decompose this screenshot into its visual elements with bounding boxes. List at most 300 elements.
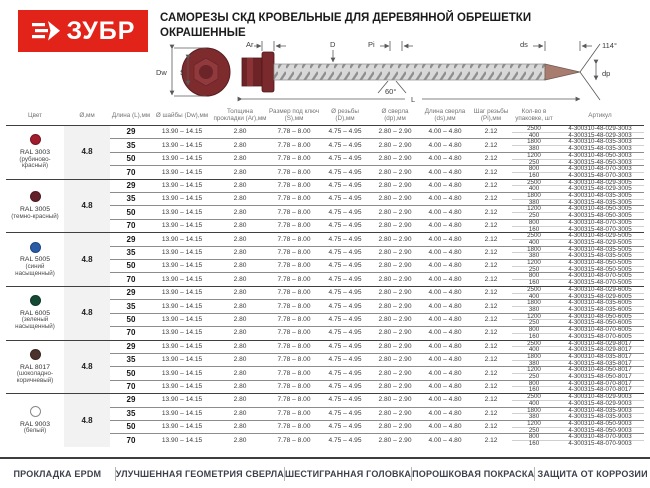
- spec-value-cell: 4.00 – 4.80: [420, 179, 470, 192]
- spec-value-cell: 4.75 – 4.95: [320, 367, 370, 380]
- spec-value-cell: 2.12: [470, 286, 512, 299]
- table-row: [6, 394, 644, 401]
- spec-value-cell: 2.80 – 2.90: [370, 394, 420, 407]
- pack-qty-cell: 1200: [512, 420, 556, 427]
- spec-value-cell: 2.12: [470, 327, 512, 340]
- spec-value-cell: 7.78 – 8.00: [268, 327, 320, 340]
- spec-value-cell: 2.80: [212, 380, 268, 393]
- spec-value-cell: 7.78 – 8.00: [268, 233, 320, 246]
- sku-cell: 4-300310-48-029-5005: [556, 233, 644, 240]
- spec-value-cell: 7.78 – 8.00: [268, 193, 320, 206]
- pack-qty-cell: 800: [512, 166, 556, 173]
- sku-cell: 4-300315-48-050-9003: [556, 427, 644, 434]
- color-dot-icon: [30, 242, 41, 253]
- pack-qty-cell: 1200: [512, 260, 556, 267]
- spec-value-cell: 7.78 – 8.00: [268, 353, 320, 366]
- spec-value-cell: 4.75 – 4.95: [320, 206, 370, 219]
- spec-value-cell: 13.90 – 14.15: [152, 313, 212, 326]
- sku-cell: 4-300315-48-070-9003: [556, 441, 644, 447]
- pack-qty-cell: 1800: [512, 353, 556, 360]
- sku-cell: 4-300315-48-050-6005: [556, 320, 644, 327]
- spec-value-cell: 4.75 – 4.95: [320, 166, 370, 179]
- color-name: (белый): [23, 427, 47, 435]
- color-name: (темно-красный): [11, 212, 59, 220]
- ral-code: RAL 8017: [20, 363, 50, 371]
- spec-value-cell: 13.90 – 14.15: [152, 367, 212, 380]
- sku-cell: 4-300310-48-070-5005: [556, 273, 644, 280]
- spec-value-cell: 2.80: [212, 246, 268, 259]
- sku-cell: 4-300315-48-035-8017: [556, 360, 644, 367]
- spec-value-cell: 4.00 – 4.80: [420, 193, 470, 206]
- length-cell: 29: [110, 179, 152, 192]
- spec-value-cell: 4.75 – 4.95: [320, 152, 370, 165]
- pack-qty-cell: 2500: [512, 233, 556, 240]
- spec-value-cell: 2.80: [212, 139, 268, 152]
- color-dot-icon: [30, 295, 41, 306]
- spec-value-cell: 4.75 – 4.95: [320, 300, 370, 313]
- spec-value-cell: 7.78 – 8.00: [268, 126, 320, 139]
- spec-value-cell: 4.75 – 4.95: [320, 394, 370, 407]
- color-name: (шоколадно-коричневый): [16, 370, 54, 384]
- spec-value-cell: 4.00 – 4.80: [420, 340, 470, 353]
- color-cell: [6, 394, 64, 447]
- sku-cell: 4-300315-48-035-6005: [556, 306, 644, 313]
- sku-cell: 4-300310-48-050-8017: [556, 367, 644, 374]
- table-row: [6, 233, 644, 240]
- pack-qty-cell: 380: [512, 146, 556, 153]
- length-cell: 35: [110, 246, 152, 259]
- spec-value-cell: 2.80 – 2.90: [370, 380, 420, 393]
- feature-hex-head: ШЕСТИГРАННАЯ ГОЛОВКА: [284, 468, 412, 479]
- spec-value-cell: 7.78 – 8.00: [268, 139, 320, 152]
- screw-dimension-diagram: [150, 38, 650, 104]
- pack-qty-cell: 2500: [512, 126, 556, 133]
- spec-value-cell: 2.80 – 2.90: [370, 260, 420, 273]
- col-header-length: Длина (L),мм: [111, 111, 151, 119]
- sku-cell: 4-300310-48-070-6005: [556, 327, 644, 334]
- length-cell: 50: [110, 367, 152, 380]
- spec-value-cell: 7.78 – 8.00: [268, 394, 320, 407]
- color-cell: [6, 179, 64, 233]
- length-cell: 50: [110, 152, 152, 165]
- spec-value-cell: 2.80: [212, 340, 268, 353]
- dim-label-tip-angle: 114°: [602, 41, 617, 50]
- length-cell: 70: [110, 166, 152, 179]
- pack-qty-cell: 160: [512, 333, 556, 340]
- sku-cell: 4-300315-48-070-3003: [556, 172, 644, 179]
- sku-cell: 4-300315-48-070-5005: [556, 280, 644, 287]
- spec-value-cell: 2.80 – 2.90: [370, 126, 420, 139]
- ral-code: RAL 5005: [20, 256, 50, 264]
- dim-label-l: L: [411, 95, 416, 104]
- spec-value-cell: 2.80 – 2.90: [370, 340, 420, 353]
- spec-value-cell: 4.00 – 4.80: [420, 233, 470, 246]
- spec-value-cell: 2.80: [212, 219, 268, 232]
- spec-value-cell: 2.80 – 2.90: [370, 246, 420, 259]
- sku-cell: 4-300310-48-050-9003: [556, 420, 644, 427]
- spec-value-cell: 2.12: [470, 353, 512, 366]
- spec-value-cell: 4.00 – 4.80: [420, 139, 470, 152]
- spec-value-cell: 2.80: [212, 166, 268, 179]
- spec-value-cell: 7.78 – 8.00: [268, 152, 320, 165]
- pack-qty-cell: 400: [512, 132, 556, 139]
- spec-value-cell: 2.80: [212, 206, 268, 219]
- table-row: [6, 286, 644, 293]
- spec-value-cell: 4.75 – 4.95: [320, 407, 370, 420]
- pack-qty-cell: 160: [512, 441, 556, 447]
- length-cell: 70: [110, 219, 152, 232]
- spec-value-cell: 2.12: [470, 367, 512, 380]
- spec-value-cell: 4.00 – 4.80: [420, 313, 470, 326]
- feature-corrosion-protection: ЗАЩИТА ОТ КОРРОЗИИ: [537, 468, 648, 479]
- length-cell: 35: [110, 300, 152, 313]
- spec-value-cell: 13.90 – 14.15: [152, 233, 212, 246]
- pack-qty-cell: 160: [512, 172, 556, 179]
- spec-value-cell: 4.00 – 4.80: [420, 380, 470, 393]
- spec-value-cell: 13.90 – 14.15: [152, 139, 212, 152]
- spec-value-cell: 2.80: [212, 420, 268, 433]
- spec-value-cell: 4.00 – 4.80: [420, 286, 470, 299]
- spec-value-cell: 2.80: [212, 273, 268, 286]
- pack-qty-cell: 160: [512, 387, 556, 394]
- dim-label-ar: Ar: [246, 40, 254, 49]
- spec-value-cell: 4.00 – 4.80: [420, 353, 470, 366]
- diameter-cell: 4.8: [64, 286, 110, 340]
- sku-cell: 4-300310-48-029-3005: [556, 179, 644, 186]
- spec-value-cell: 2.80: [212, 407, 268, 420]
- sku-cell: 4-300310-48-050-3003: [556, 152, 644, 159]
- pack-qty-cell: 400: [512, 400, 556, 407]
- spec-value-cell: 2.12: [470, 340, 512, 353]
- spec-value-cell: 2.12: [470, 206, 512, 219]
- pack-qty-cell: 1200: [512, 313, 556, 320]
- spec-table-body: [6, 126, 644, 447]
- title-line1: САМОРЕЗЫ СКД КРОВЕЛЬНЫЕ ДЛЯ ДЕРЕВЯННОЙ ОБРЕШЕТКИ: [160, 12, 532, 24]
- length-cell: 29: [110, 126, 152, 139]
- spec-value-cell: 2.80 – 2.90: [370, 233, 420, 246]
- spec-value-cell: 4.00 – 4.80: [420, 394, 470, 407]
- color-dot-icon: [30, 191, 41, 202]
- length-cell: 50: [110, 206, 152, 219]
- dim-label-thread-angle: 60°: [385, 87, 397, 96]
- spec-value-cell: 2.12: [470, 246, 512, 259]
- features-bar: [0, 457, 650, 488]
- pack-qty-cell: 800: [512, 434, 556, 441]
- diameter-cell: 4.8: [64, 394, 110, 447]
- spec-value-cell: 4.75 – 4.95: [320, 353, 370, 366]
- table-row: [6, 126, 644, 133]
- col-header-diameter: Ø,мм: [79, 111, 95, 119]
- col-header-gasket: Толщина прокладки (Ar),мм: [213, 108, 267, 122]
- sku-cell: 4-300310-48-070-9003: [556, 434, 644, 441]
- color-cell: [6, 126, 64, 180]
- spec-value-cell: 2.12: [470, 152, 512, 165]
- spec-value-cell: 4.00 – 4.80: [420, 300, 470, 313]
- spec-value-cell: 7.78 – 8.00: [268, 286, 320, 299]
- col-header-color: Цвет: [27, 111, 43, 119]
- ral-code: RAL 3003: [20, 149, 50, 157]
- feature-epdm-gasket: ПРОКЛАДКА EPDM: [13, 468, 102, 479]
- pack-qty-cell: 800: [512, 273, 556, 280]
- dim-label-dw: Dw: [156, 68, 167, 77]
- spec-value-cell: 4.75 – 4.95: [320, 139, 370, 152]
- spec-value-cell: 7.78 – 8.00: [268, 166, 320, 179]
- spec-value-cell: 2.12: [470, 139, 512, 152]
- spec-value-cell: 13.90 – 14.15: [152, 353, 212, 366]
- sku-cell: 4-300310-48-035-3005: [556, 193, 644, 200]
- screw-side-view: [242, 52, 580, 92]
- pack-qty-cell: 800: [512, 327, 556, 334]
- sku-cell: 4-300310-48-035-5005: [556, 246, 644, 253]
- pack-qty-cell: 400: [512, 239, 556, 246]
- pack-qty-cell: 250: [512, 266, 556, 273]
- length-cell: 70: [110, 327, 152, 340]
- spec-value-cell: 7.78 – 8.00: [268, 313, 320, 326]
- spec-value-cell: 2.12: [470, 394, 512, 407]
- pack-qty-cell: 380: [512, 306, 556, 313]
- spec-value-cell: 13.90 – 14.15: [152, 300, 212, 313]
- color-cell: [6, 340, 64, 394]
- spec-value-cell: 2.12: [470, 407, 512, 420]
- sku-cell: 4-300315-48-070-3005: [556, 226, 644, 233]
- length-cell: 70: [110, 380, 152, 393]
- spec-value-cell: 4.00 – 4.80: [420, 246, 470, 259]
- spec-value-cell: 2.80: [212, 233, 268, 246]
- spec-value-cell: 4.00 – 4.80: [420, 420, 470, 433]
- spec-value-cell: 2.80 – 2.90: [370, 179, 420, 192]
- spec-value-cell: 4.75 – 4.95: [320, 219, 370, 232]
- spec-value-cell: 4.00 – 4.80: [420, 206, 470, 219]
- spec-value-cell: 4.00 – 4.80: [420, 407, 470, 420]
- pack-qty-cell: 2500: [512, 340, 556, 347]
- col-header-drill-diameter: Ø сверла (dp),мм: [381, 108, 409, 122]
- spec-value-cell: 13.90 – 14.15: [152, 152, 212, 165]
- spec-value-cell: 4.75 – 4.95: [320, 126, 370, 139]
- page-title: [160, 11, 642, 41]
- spec-value-cell: 2.80 – 2.90: [370, 313, 420, 326]
- spec-value-cell: 7.78 – 8.00: [268, 407, 320, 420]
- color-dot-icon: [30, 406, 41, 417]
- sku-cell: 4-300315-48-050-3003: [556, 159, 644, 166]
- spec-value-cell: 7.78 – 8.00: [268, 273, 320, 286]
- spec-value-cell: 2.80: [212, 126, 268, 139]
- pack-qty-cell: 2500: [512, 394, 556, 401]
- zubr-arrow-icon: [31, 18, 61, 44]
- spec-value-cell: 4.00 – 4.80: [420, 219, 470, 232]
- table-row: [6, 340, 644, 347]
- spec-value-cell: 4.75 – 4.95: [320, 273, 370, 286]
- spec-value-cell: 4.75 – 4.95: [320, 246, 370, 259]
- sku-cell: 4-300310-48-029-3003: [556, 126, 644, 133]
- spec-value-cell: 2.80 – 2.90: [370, 434, 420, 447]
- zubr-logo: [18, 10, 148, 52]
- spec-value-cell: 2.12: [470, 193, 512, 206]
- spec-value-cell: 2.12: [470, 300, 512, 313]
- sku-cell: 4-300315-48-029-6005: [556, 293, 644, 300]
- spec-value-cell: 2.12: [470, 233, 512, 246]
- color-dot-icon: [30, 134, 41, 145]
- spec-value-cell: 2.80 – 2.90: [370, 139, 420, 152]
- sku-cell: 4-300310-48-070-3005: [556, 219, 644, 226]
- diameter-cell: 4.8: [64, 233, 110, 287]
- spec-table-wrap: [6, 106, 644, 458]
- ral-code: RAL 3005: [20, 206, 50, 214]
- spec-value-cell: 13.90 – 14.15: [152, 340, 212, 353]
- sku-cell: 4-300315-48-035-5005: [556, 253, 644, 260]
- pack-qty-cell: 2500: [512, 286, 556, 293]
- length-cell: 50: [110, 313, 152, 326]
- length-cell: 50: [110, 260, 152, 273]
- spec-value-cell: 13.90 – 14.15: [152, 327, 212, 340]
- col-header-drill-length: Длина сверла (ds),мм: [424, 108, 466, 122]
- spec-value-cell: 4.75 – 4.95: [320, 327, 370, 340]
- color-cell: [6, 286, 64, 340]
- pack-qty-cell: 380: [512, 199, 556, 206]
- sku-cell: 4-300315-48-035-3005: [556, 199, 644, 206]
- pack-qty-cell: 800: [512, 380, 556, 387]
- col-header-pack-qty: Кол-во в упаковке, шт: [515, 108, 553, 122]
- spec-value-cell: 2.12: [470, 313, 512, 326]
- feature-powder-coating: ПОРОШКОВАЯ ПОКРАСКА: [412, 468, 535, 479]
- col-header-sku: Артикул: [588, 111, 612, 119]
- spec-value-cell: 13.90 – 14.15: [152, 166, 212, 179]
- spec-value-cell: 2.12: [470, 380, 512, 393]
- spec-value-cell: 7.78 – 8.00: [268, 179, 320, 192]
- length-cell: 50: [110, 420, 152, 433]
- length-cell: 70: [110, 273, 152, 286]
- spec-value-cell: 13.90 – 14.15: [152, 394, 212, 407]
- spec-value-cell: 2.80: [212, 313, 268, 326]
- sku-cell: 4-300315-48-029-9003: [556, 400, 644, 407]
- dim-label-d: D: [330, 40, 336, 49]
- spec-value-cell: 2.12: [470, 260, 512, 273]
- color-name: (синий насыщенный): [15, 262, 55, 277]
- pack-qty-cell: 250: [512, 213, 556, 220]
- spec-value-cell: 13.90 – 14.15: [152, 219, 212, 232]
- length-cell: 35: [110, 407, 152, 420]
- spec-value-cell: 7.78 – 8.00: [268, 340, 320, 353]
- pack-qty-cell: 400: [512, 293, 556, 300]
- screw-head-top-view: [156, 48, 230, 96]
- spec-value-cell: 7.78 – 8.00: [268, 300, 320, 313]
- dim-label-s: S: [180, 68, 186, 77]
- spec-value-cell: 7.78 – 8.00: [268, 246, 320, 259]
- sku-cell: 4-300310-48-029-8017: [556, 340, 644, 347]
- spec-value-cell: 2.80 – 2.90: [370, 286, 420, 299]
- spec-value-cell: 4.00 – 4.80: [420, 166, 470, 179]
- length-cell: 35: [110, 353, 152, 366]
- spec-value-cell: 7.78 – 8.00: [268, 420, 320, 433]
- spec-value-cell: 4.75 – 4.95: [320, 193, 370, 206]
- spec-value-cell: 2.80 – 2.90: [370, 367, 420, 380]
- sku-cell: 4-300315-48-050-8017: [556, 374, 644, 381]
- spec-value-cell: 2.80: [212, 193, 268, 206]
- spec-value-cell: 13.90 – 14.15: [152, 407, 212, 420]
- spec-value-cell: 2.80: [212, 367, 268, 380]
- spec-value-cell: 13.90 – 14.15: [152, 206, 212, 219]
- spec-value-cell: 13.90 – 14.15: [152, 193, 212, 206]
- pack-qty-cell: 250: [512, 374, 556, 381]
- pack-qty-cell: 250: [512, 320, 556, 327]
- sku-cell: 4-300310-48-050-3005: [556, 206, 644, 213]
- length-cell: 29: [110, 340, 152, 353]
- length-cell: 35: [110, 139, 152, 152]
- spec-value-cell: 2.12: [470, 179, 512, 192]
- spec-value-cell: 2.80 – 2.90: [370, 273, 420, 286]
- sku-cell: 4-300310-48-050-6005: [556, 313, 644, 320]
- sku-cell: 4-300310-48-035-3003: [556, 139, 644, 146]
- pack-qty-cell: 380: [512, 414, 556, 421]
- sku-cell: 4-300310-48-035-8017: [556, 353, 644, 360]
- spec-value-cell: 4.75 – 4.95: [320, 313, 370, 326]
- pack-qty-cell: 1200: [512, 152, 556, 159]
- spec-value-cell: 4.00 – 4.80: [420, 260, 470, 273]
- spec-value-cell: 4.00 – 4.80: [420, 152, 470, 165]
- pack-qty-cell: 250: [512, 427, 556, 434]
- spec-table: [6, 106, 644, 447]
- feature-drill-geometry: УЛУЧШЕННАЯ ГЕОМЕТРИЯ СВЕРЛА: [115, 468, 284, 479]
- title-line2: ОКРАШЕННЫЕ: [160, 27, 246, 39]
- sku-cell: 4-300310-48-029-6005: [556, 286, 644, 293]
- spec-value-cell: 4.75 – 4.95: [320, 286, 370, 299]
- color-dot-icon: [30, 349, 41, 360]
- spec-value-cell: 2.80 – 2.90: [370, 353, 420, 366]
- spec-value-cell: 2.80 – 2.90: [370, 420, 420, 433]
- spec-value-cell: 4.00 – 4.80: [420, 434, 470, 447]
- spec-value-cell: 7.78 – 8.00: [268, 380, 320, 393]
- spec-value-cell: 2.12: [470, 273, 512, 286]
- table-header-row: [6, 106, 644, 126]
- sku-cell: 4-300315-48-035-3003: [556, 146, 644, 153]
- spec-value-cell: 2.80: [212, 260, 268, 273]
- spec-value-cell: 4.00 – 4.80: [420, 327, 470, 340]
- pack-qty-cell: 250: [512, 159, 556, 166]
- spec-value-cell: 4.75 – 4.95: [320, 260, 370, 273]
- spec-value-cell: 4.75 – 4.95: [320, 233, 370, 246]
- pack-qty-cell: 160: [512, 226, 556, 233]
- spec-value-cell: 2.80 – 2.90: [370, 407, 420, 420]
- spec-value-cell: 2.80 – 2.90: [370, 206, 420, 219]
- dim-label-dp: dp: [602, 69, 611, 78]
- spec-value-cell: 2.80: [212, 327, 268, 340]
- color-name: (рубиново-красный): [19, 155, 51, 170]
- diameter-cell: 4.8: [64, 179, 110, 233]
- sku-cell: 4-300315-48-029-5005: [556, 239, 644, 246]
- sku-cell: 4-300315-48-029-8017: [556, 347, 644, 354]
- col-header-thread: Ø резьбы (D),мм: [331, 108, 359, 122]
- dim-label-pi: Pi: [368, 40, 375, 49]
- spec-value-cell: 13.90 – 14.15: [152, 260, 212, 273]
- ral-code: RAL 6005: [20, 309, 50, 317]
- length-cell: 29: [110, 233, 152, 246]
- col-header-key-size: Размер под ключ (S),мм: [269, 108, 319, 122]
- spec-value-cell: 7.78 – 8.00: [268, 434, 320, 447]
- length-cell: 70: [110, 434, 152, 447]
- spec-value-cell: 4.75 – 4.95: [320, 380, 370, 393]
- sku-cell: 4-300310-48-035-6005: [556, 300, 644, 307]
- sku-cell: 4-300315-48-029-3005: [556, 186, 644, 193]
- spec-value-cell: 4.00 – 4.80: [420, 126, 470, 139]
- spec-value-cell: 7.78 – 8.00: [268, 206, 320, 219]
- sku-cell: 4-300315-48-070-6005: [556, 333, 644, 340]
- pack-qty-cell: 1200: [512, 367, 556, 374]
- pack-qty-cell: 2500: [512, 179, 556, 186]
- spec-value-cell: 2.12: [470, 420, 512, 433]
- sku-cell: 4-300315-48-070-8017: [556, 387, 644, 394]
- length-cell: 29: [110, 286, 152, 299]
- pack-qty-cell: 380: [512, 253, 556, 260]
- table-row: [6, 179, 644, 186]
